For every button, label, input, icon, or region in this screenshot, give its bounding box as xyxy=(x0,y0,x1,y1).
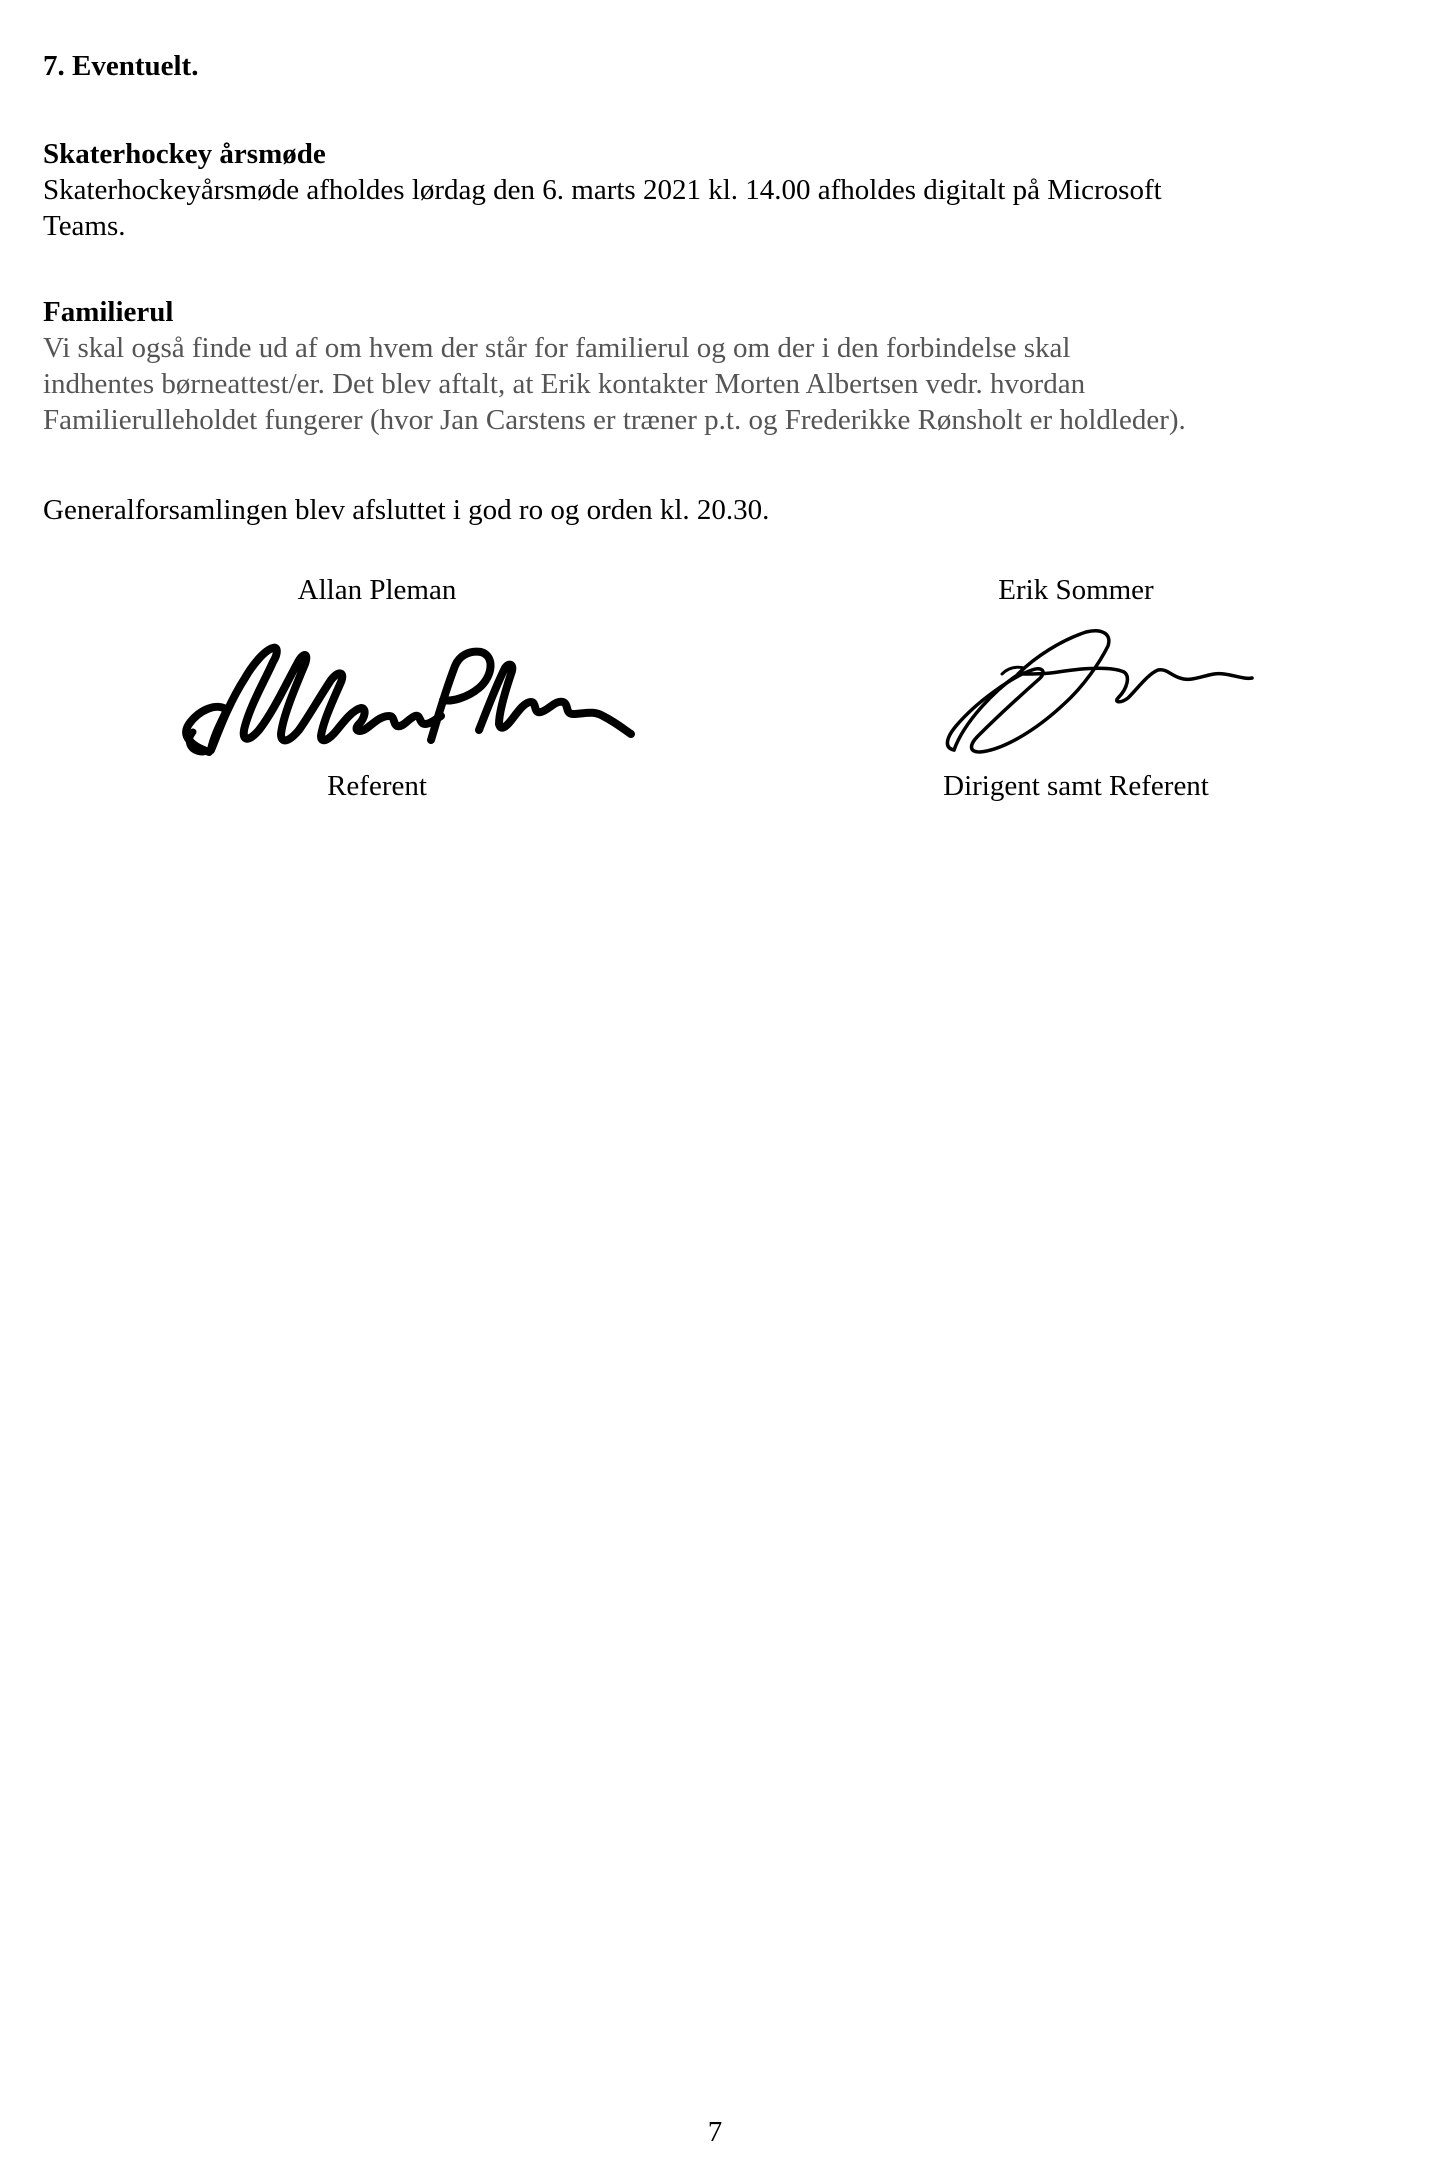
signature-block-right xyxy=(826,572,1326,812)
skaterhockey-heading: Skaterhockey årsmøde xyxy=(43,138,326,170)
skaterhockey-paragraph xyxy=(43,172,1413,244)
skaterhockey-line-2: Teams. xyxy=(43,210,126,242)
signer-name-left: Allan Pleman xyxy=(297,574,457,606)
page-number: 7 xyxy=(707,2116,723,2148)
handwritten-signature-left xyxy=(169,640,649,758)
skaterhockey-line-1: Skaterhockeyårsmøde afholdes lørdag den 6. marts 2021 kl. 14.00 afholdes digitalt på Microsoft xyxy=(43,174,1162,206)
closing-line: Generalforsamlingen blev afsluttet i god ro og orden kl. 20.30. xyxy=(43,494,770,526)
signer-role-right: Dirigent samt Referent xyxy=(943,770,1209,802)
familierul-line-3: Familierulleholdet fungerer (hvor Jan Carstens er træner p.t. og Frederikke Rønsholt er holdleder). xyxy=(43,404,1186,436)
familierul-paragraph xyxy=(43,330,1413,438)
signer-role-left: Referent xyxy=(327,770,427,802)
signature-block-left xyxy=(127,572,627,812)
familierul-heading: Familierul xyxy=(43,296,174,328)
handwritten-signature-right xyxy=(934,612,1274,762)
closing-statement xyxy=(43,492,1413,528)
familierul-line-2: indhentes børneattest/er. Det blev aftalt, at Erik kontakter Morten Albertsen vedr. hvordan xyxy=(43,368,1086,400)
familierul-line-1: Vi skal også finde ud af om hvem der står for familierul og om der i den forbindelse skal xyxy=(43,332,1071,364)
section-title: 7. Eventuelt. xyxy=(43,50,199,82)
signer-name-right: Erik Sommer xyxy=(998,574,1154,606)
